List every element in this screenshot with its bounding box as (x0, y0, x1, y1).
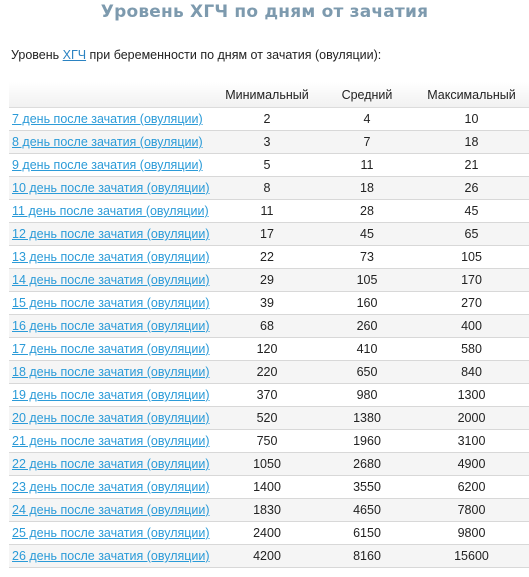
min-value-cell: 370 (214, 384, 320, 407)
intro-after: при беременности по дням от зачатия (овуляции): (86, 48, 382, 62)
max-value-cell: 18 (414, 131, 529, 154)
table-row (9, 200, 529, 223)
day-link[interactable]: 13 день после зачатия (овуляции) (12, 250, 210, 264)
day-cell (9, 108, 214, 131)
table-body (9, 108, 529, 568)
avg-value-cell: 11 (320, 154, 414, 177)
day-link[interactable]: 15 день после зачатия (овуляции) (12, 296, 210, 310)
table-row (9, 361, 529, 384)
max-value-cell: 580 (414, 338, 529, 361)
day-link[interactable]: 7 день после зачатия (овуляции) (12, 112, 203, 126)
max-value-cell: 9800 (414, 522, 529, 545)
hcg-table (9, 82, 529, 568)
day-link[interactable]: 14 день после зачатия (овуляции) (12, 273, 210, 287)
min-value-cell: 520 (214, 407, 320, 430)
day-cell (9, 407, 214, 430)
min-value-cell: 5 (214, 154, 320, 177)
max-value-cell: 21 (414, 154, 529, 177)
day-cell (9, 338, 214, 361)
day-link[interactable]: 8 день после зачатия (овуляции) (12, 135, 203, 149)
table-row (9, 522, 529, 545)
day-link[interactable]: 11 день после зачатия (овуляции) (12, 204, 209, 218)
day-cell (9, 453, 214, 476)
day-link[interactable]: 23 день после зачатия (овуляции) (12, 480, 210, 494)
max-value-cell: 1300 (414, 384, 529, 407)
column-header-max: Максимальный (414, 82, 529, 108)
table-row (9, 384, 529, 407)
day-link[interactable]: 12 день после зачатия (овуляции) (12, 227, 210, 241)
max-value-cell: 7800 (414, 499, 529, 522)
intro-before: Уровень (11, 48, 63, 62)
day-cell (9, 246, 214, 269)
avg-value-cell: 45 (320, 223, 414, 246)
day-cell (9, 315, 214, 338)
day-link[interactable]: 22 день после зачатия (овуляции) (12, 457, 210, 471)
avg-value-cell: 3550 (320, 476, 414, 499)
table-row (9, 223, 529, 246)
column-header-day (9, 82, 214, 108)
min-value-cell: 8 (214, 177, 320, 200)
avg-value-cell: 4650 (320, 499, 414, 522)
column-header-min: Минимальный (214, 82, 320, 108)
min-value-cell: 39 (214, 292, 320, 315)
table-row (9, 246, 529, 269)
day-cell (9, 384, 214, 407)
day-cell (9, 361, 214, 384)
table-row (9, 108, 529, 131)
column-header-avg: Средний (320, 82, 414, 108)
table-row (9, 177, 529, 200)
max-value-cell: 45 (414, 200, 529, 223)
intro-text (11, 48, 381, 62)
day-link[interactable]: 24 день после зачатия (овуляции) (12, 503, 210, 517)
max-value-cell: 26 (414, 177, 529, 200)
min-value-cell: 11 (214, 200, 320, 223)
avg-value-cell: 160 (320, 292, 414, 315)
day-cell (9, 269, 214, 292)
max-value-cell: 6200 (414, 476, 529, 499)
table-row (9, 476, 529, 499)
table-header-row (9, 82, 529, 108)
day-link[interactable]: 21 день после зачатия (овуляции) (12, 434, 210, 448)
max-value-cell: 170 (414, 269, 529, 292)
avg-value-cell: 105 (320, 269, 414, 292)
day-cell (9, 430, 214, 453)
min-value-cell: 750 (214, 430, 320, 453)
min-value-cell: 4200 (214, 545, 320, 568)
max-value-cell: 65 (414, 223, 529, 246)
table-row (9, 430, 529, 453)
max-value-cell: 840 (414, 361, 529, 384)
avg-value-cell: 73 (320, 246, 414, 269)
avg-value-cell: 980 (320, 384, 414, 407)
max-value-cell: 10 (414, 108, 529, 131)
min-value-cell: 2400 (214, 522, 320, 545)
max-value-cell: 15600 (414, 545, 529, 568)
avg-value-cell: 6150 (320, 522, 414, 545)
table-row (9, 131, 529, 154)
min-value-cell: 29 (214, 269, 320, 292)
day-cell (9, 476, 214, 499)
avg-value-cell: 4 (320, 108, 414, 131)
day-cell (9, 200, 214, 223)
table-row (9, 292, 529, 315)
table-row (9, 499, 529, 522)
day-cell (9, 131, 214, 154)
avg-value-cell: 28 (320, 200, 414, 223)
min-value-cell: 3 (214, 131, 320, 154)
max-value-cell: 270 (414, 292, 529, 315)
day-link[interactable]: 19 день после зачатия (овуляции) (12, 388, 210, 402)
day-link[interactable]: 25 день после зачатия (овуляции) (12, 526, 210, 540)
min-value-cell: 2 (214, 108, 320, 131)
page-title: Уровень ХГЧ по дням от зачатия (100, 2, 429, 22)
table-row (9, 453, 529, 476)
day-cell (9, 223, 214, 246)
max-value-cell: 3100 (414, 430, 529, 453)
day-cell (9, 177, 214, 200)
table-row (9, 269, 529, 292)
min-value-cell: 68 (214, 315, 320, 338)
avg-value-cell: 650 (320, 361, 414, 384)
table-row (9, 315, 529, 338)
day-cell (9, 154, 214, 177)
day-link[interactable]: 20 день после зачатия (овуляции) (12, 411, 210, 425)
day-link[interactable]: 10 день после зачатия (овуляции) (12, 181, 210, 195)
avg-value-cell: 1960 (320, 430, 414, 453)
min-value-cell: 17 (214, 223, 320, 246)
day-cell (9, 545, 214, 568)
day-link[interactable]: 17 день после зачатия (овуляции) (12, 342, 210, 356)
day-link[interactable]: 16 день после зачатия (овуляции) (12, 319, 210, 333)
min-value-cell: 1400 (214, 476, 320, 499)
min-value-cell: 220 (214, 361, 320, 384)
max-value-cell: 105 (414, 246, 529, 269)
avg-value-cell: 260 (320, 315, 414, 338)
max-value-cell: 2000 (414, 407, 529, 430)
min-value-cell: 1050 (214, 453, 320, 476)
max-value-cell: 400 (414, 315, 529, 338)
day-cell (9, 522, 214, 545)
table-row (9, 338, 529, 361)
avg-value-cell: 18 (320, 177, 414, 200)
max-value-cell: 4900 (414, 453, 529, 476)
day-cell (9, 292, 214, 315)
table-row (9, 407, 529, 430)
avg-value-cell: 2680 (320, 453, 414, 476)
day-link[interactable]: 9 день после зачатия (овуляции) (12, 158, 203, 172)
table-row (9, 545, 529, 568)
min-value-cell: 22 (214, 246, 320, 269)
avg-value-cell: 8160 (320, 545, 414, 568)
day-link[interactable]: 26 день после зачатия (овуляции) (12, 549, 210, 563)
day-link[interactable]: 18 день после зачатия (овуляции) (12, 365, 210, 379)
avg-value-cell: 7 (320, 131, 414, 154)
avg-value-cell: 1380 (320, 407, 414, 430)
min-value-cell: 120 (214, 338, 320, 361)
min-value-cell: 1830 (214, 499, 320, 522)
avg-value-cell: 410 (320, 338, 414, 361)
table-row (9, 154, 529, 177)
hcg-link[interactable]: ХГЧ (62, 48, 87, 62)
day-cell (9, 499, 214, 522)
